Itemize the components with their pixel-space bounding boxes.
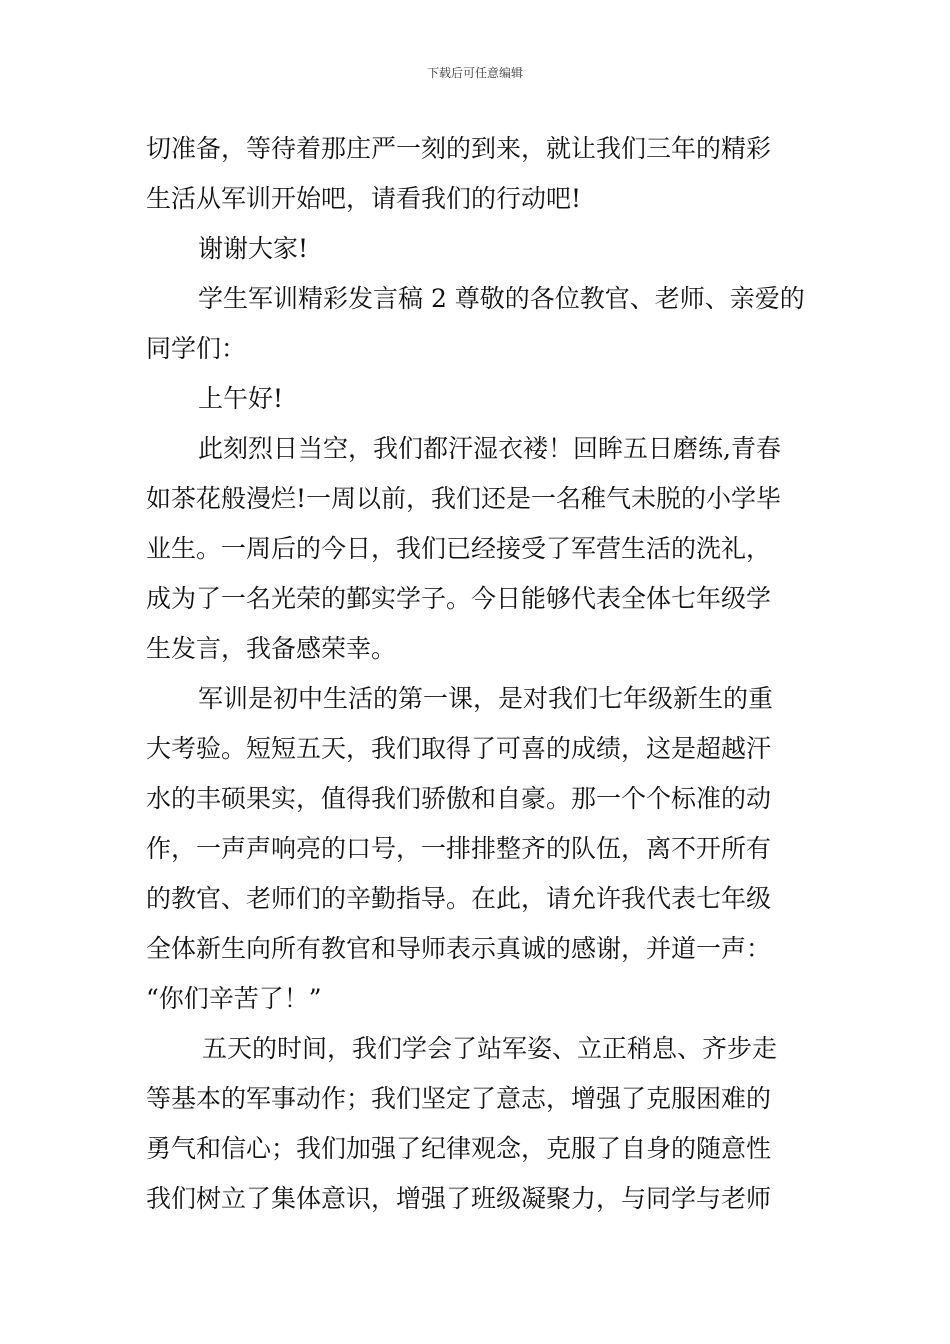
text-line: 谢谢大家! (198, 234, 309, 263)
text-line: 生活从军训开始吧，请看我们的行动吧! (146, 184, 582, 213)
text-line: 水的丰硕果实，值得我们骄傲和自豪。那一个个标准的动 (146, 784, 772, 813)
text-line: 勇气和信心；我们加强了纪律观念，克服了自身的随意性 (146, 1134, 772, 1163)
document-body (146, 124, 810, 1224)
text-line: 的教官、老师们的辛勤指导。在此，请允许我代表七年级 (146, 884, 772, 913)
text-line: 大考验。短短五天，我们取得了可喜的成绩，这是超越汗 (146, 734, 772, 763)
text-line: 学生军训精彩发言稿 2 尊敬的各位教官、老师、亲爱的 (198, 284, 805, 313)
text-line: 切准备，等待着那庄严一刻的到来，就让我们三年的精彩 (146, 134, 772, 163)
text-line: 全体新生向所有教官和导师表示真诚的感谢，并道一声： (146, 934, 772, 963)
text-line: 我们树立了集体意识，增强了班级凝聚力，与同学与老师 (146, 1184, 772, 1213)
text-line: 成为了一名光荣的鄞实学子。今日能够代表全体七年级学 (146, 584, 772, 613)
text-line: 如茶花般漫烂!一周以前，我们还是一名稚气未脱的小学毕 (146, 484, 782, 513)
text-line: 业生。一周后的今日，我们已经接受了军营生活的洗礼， (146, 534, 772, 563)
text-line: 五天的时间，我们学会了站军姿、立正稍息、齐步走 (202, 1034, 778, 1063)
text-line: 同学们： (146, 334, 247, 363)
text-line: “你们辛苦了！” (146, 984, 322, 1013)
text-line: 等基本的军事动作；我们坚定了意志，增强了克服困难的 (146, 1084, 772, 1113)
text-line: 生发言，我备感荣幸。 (146, 634, 397, 663)
text-line: 上午好! (198, 384, 284, 413)
text-line: 作，一声声响亮的口号，一排排整齐的队伍，离不开所有 (146, 834, 772, 863)
page-header: 下载后可任意编辑 (426, 66, 523, 80)
text-line: 军训是初中生活的第一课，是对我们七年级新生的重 (198, 684, 774, 713)
text-line: 此刻烈日当空，我们都汗湿衣褛！回眸五日磨练,青春 (198, 434, 781, 463)
